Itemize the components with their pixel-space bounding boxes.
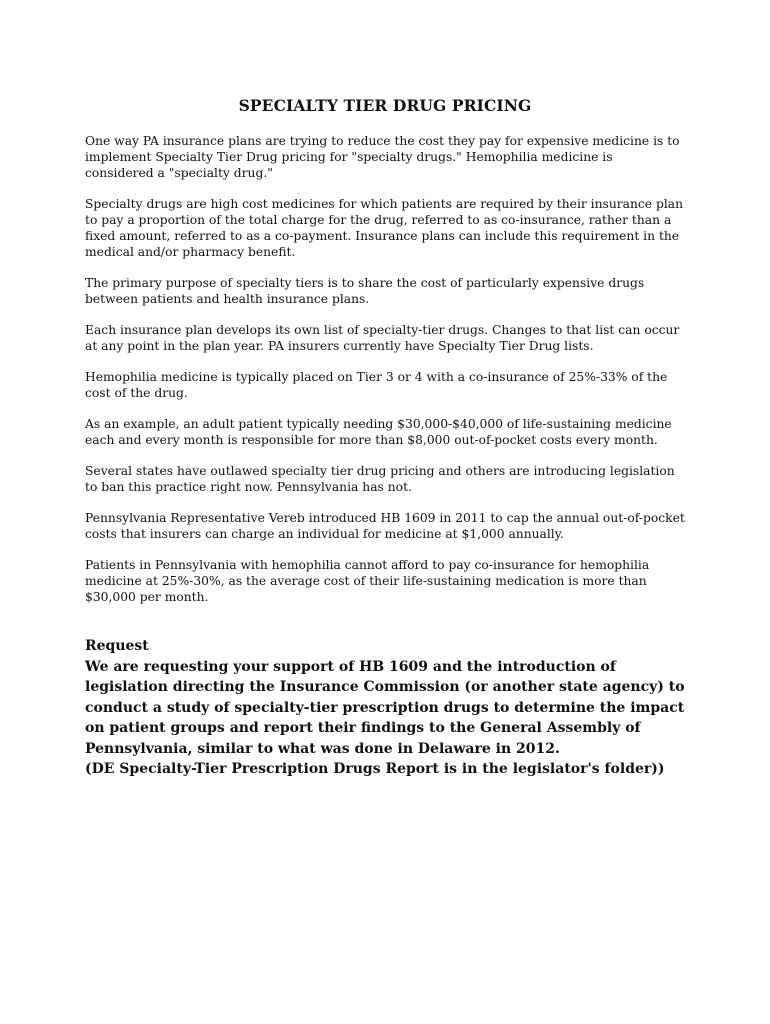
- paragraph-cost-example: As an example, an adult patient typically needing $30,000-$40,000 of life-sustaining medicine each and every month is responsible for more than $8,000 out-of-pocket costs every month.: [85, 417, 672, 447]
- request-heading: Request: [85, 638, 149, 654]
- paragraph-other-states: Several states have outlawed specialty tier drug pricing and others are introducing legislation to ban this practice right now. Pennsylvania has not.: [85, 464, 675, 494]
- document-body: [85, 133, 685, 620]
- request-body: We are requesting your support of HB 1609 and the introduction of legislation directing the Insurance Commission (or another state agency) to conduct a study of specialty-tier prescription drugs to determine the impact on patient groups and report their findings to the General Assembly of Pennsylvania, similar to what was done in Delaware in 2012.: [85, 658, 685, 757]
- request-note: (DE Specialty-Tier Prescription Drugs Report is in the legislator's folder)): [85, 761, 665, 777]
- paragraph-hb-1609: Pennsylvania Representative Vereb introduced HB 1609 in 2011 to cap the annual out-of-pocket costs that insurers can charge an individual for medicine at $1,000 annually.: [85, 511, 685, 541]
- paragraph-affordability: Patients in Pennsylvania with hemophilia cannot afford to pay co-insurance for hemophilia medicine at 25%-30%, as the average cost of their life-sustaining medication is more than $30,000 per month.: [85, 558, 650, 604]
- paragraph-primary-purpose: The primary purpose of specialty tiers is to share the cost of particularly expensive drugs between patients and health insurance plans.: [85, 276, 645, 306]
- paragraph-plan-lists: Each insurance plan develops its own list of specialty-tier drugs. Changes to that list can occur at any point in the plan year. PA insurers currently have Specialty Tier Drug lists.: [85, 323, 680, 353]
- document-title: SPECIALTY TIER DRUG PRICING: [238, 96, 532, 115]
- paragraph-specialty-drugs-definition: Specialty drugs are high cost medicines for which patients are required by their insurance plan to pay a proportion of the total charge for the drug, referred to as co-insurance, rather than a fixed amount, referred to as a co-payment. Insurance plans can include this requirement in the medical and/or pharmacy benefit.: [85, 197, 684, 259]
- paragraph-intro: One way PA insurance plans are trying to reduce the cost they pay for expensive medicine is to implement Specialty Tier Drug pricing for "specialty drugs." Hemophilia medicine is considered a "specialty drug.": [85, 134, 680, 180]
- paragraph-hemophilia-tier: Hemophilia medicine is typically placed on Tier 3 or 4 with a co-insurance of 25%-33% of the cost of the drug.: [85, 370, 668, 400]
- request-section: [85, 636, 685, 780]
